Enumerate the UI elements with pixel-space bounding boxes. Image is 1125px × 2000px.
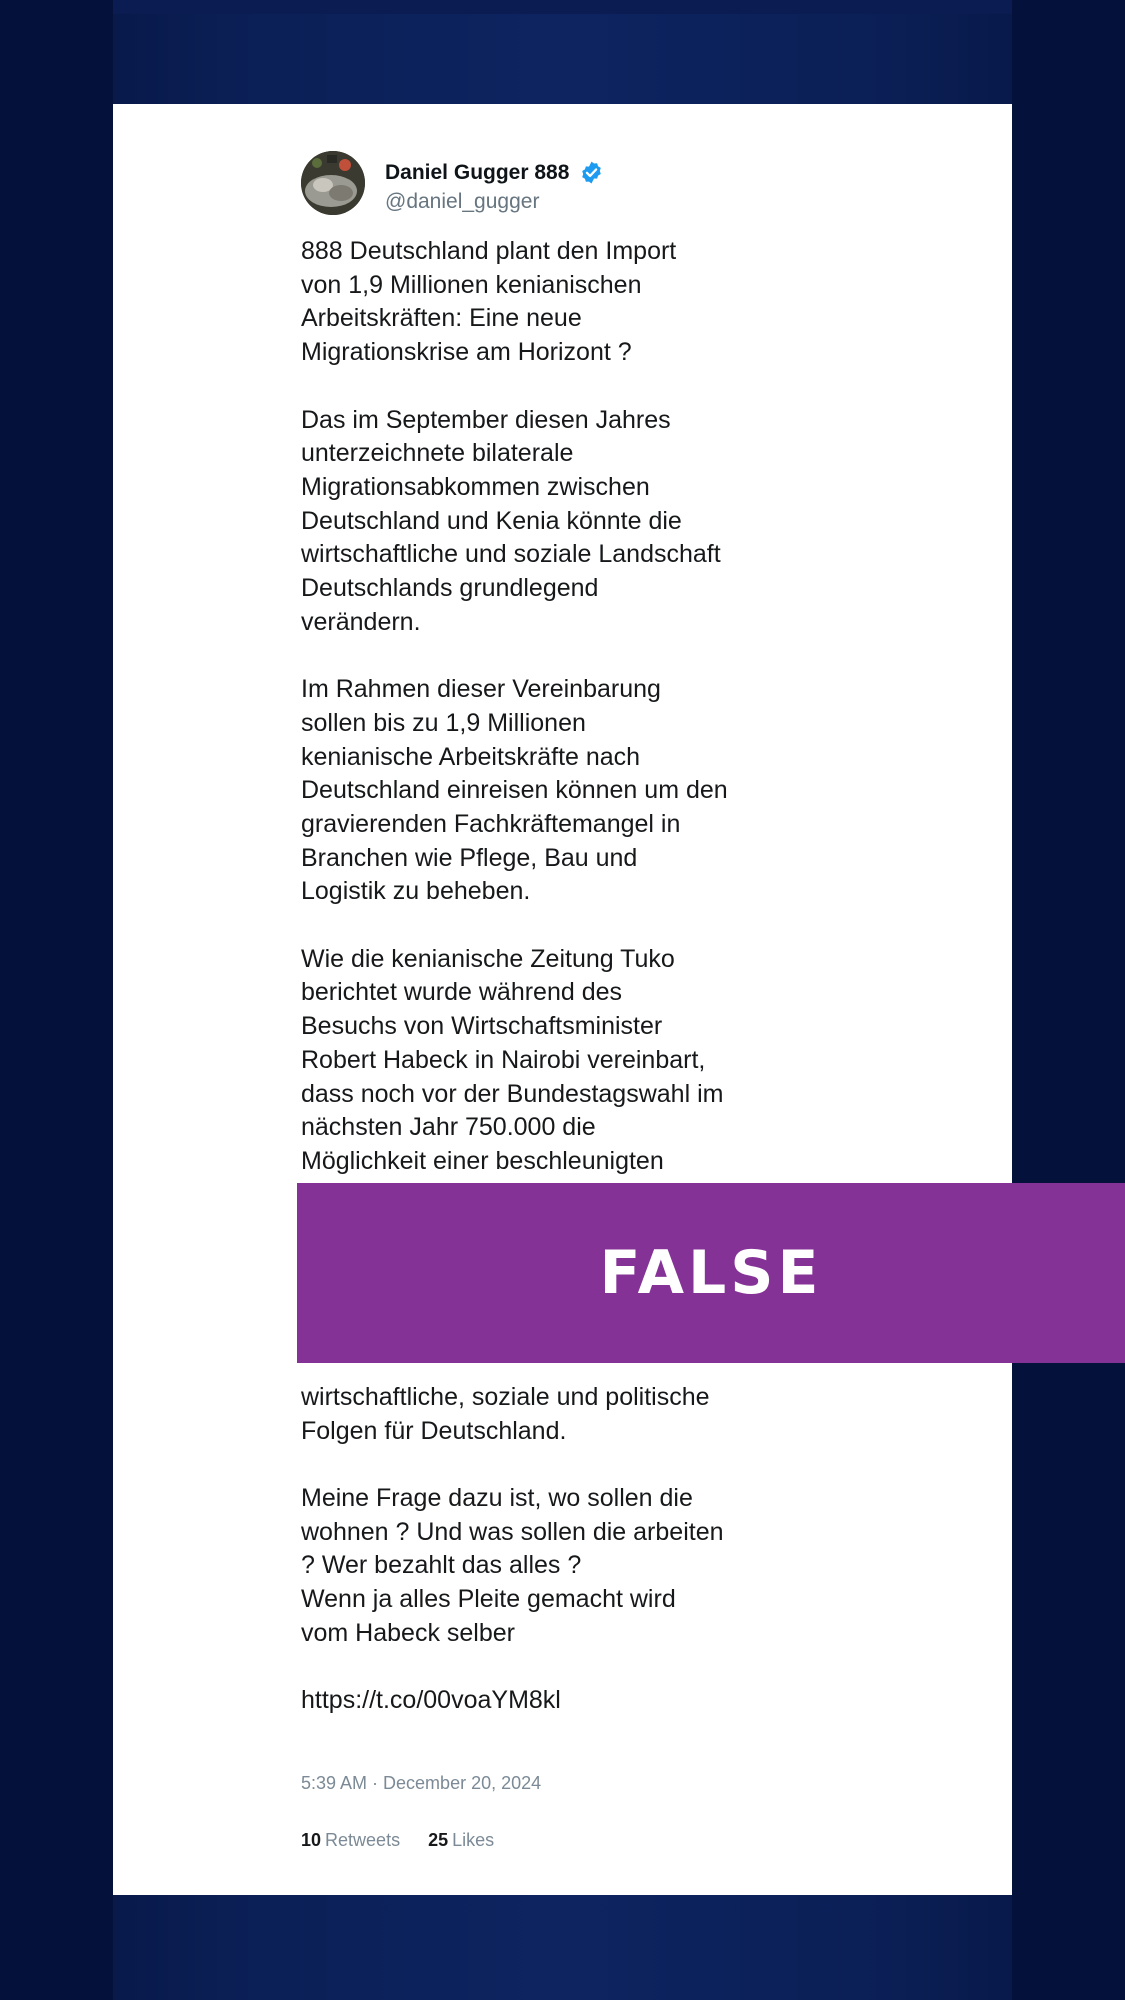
background-right-panel bbox=[1012, 0, 1125, 2000]
retweets-label: Retweets bbox=[325, 1830, 401, 1850]
fact-check-false-banner bbox=[297, 1183, 1125, 1363]
avatar[interactable] bbox=[301, 151, 365, 215]
user-handle[interactable]: @daniel_gugger bbox=[385, 190, 540, 213]
false-label: FALSE bbox=[599, 1238, 823, 1308]
name-row bbox=[385, 160, 604, 185]
retweets-stat[interactable] bbox=[301, 1830, 400, 1851]
tweet-text: 888 Deutschland plant den Import von 1,9 Millionen kenianischen Arbeitskräften: Eine neue Migrationskrise am Horizont ? Das im September diesen Jahres unterzeichnete bilaterale Migrationsabkommen zwischen Deutschland und Kenia könnte die wirtschaftliche und soziale Landschaft Deutschlands grundlegend verändern. Im Rahmen dieser Vereinbarung sollen bis zu 1,9 Millionen kenianische Arbeitskräfte nach Deutschland einreisen können um den gravierenden Fachkräftemangel in Branchen wie Pflege, Bau und Logistik zu beheben. Wie die kenianische Zeitung Tuko berichtet wurde während des Besuchs von Wirtschaftsminister Robert Habeck in Nairobi vereinbart, dass noch vor der Bundestagswahl im nächsten Jahr 750.000 die Möglichkeit einer beschleunigten wirtschaftliche, soziale und politische Folgen für Deutschland. Meine Frage dazu ist, wo sollen die wohnen ? Und was sollen die arbeiten ? Wer bezahlt das alles ? Wenn ja alles Pleite gemacht wird vom Habeck selber https://t.co/00voaYM8kl bbox=[301, 237, 728, 1715]
tweet-header bbox=[301, 151, 901, 221]
likes-count: 25 bbox=[428, 1830, 449, 1850]
likes-label: Likes bbox=[452, 1830, 495, 1850]
tweet-stats bbox=[301, 1830, 522, 1851]
avatar-image bbox=[301, 151, 365, 215]
display-name[interactable]: Daniel Gugger 888 bbox=[385, 160, 570, 184]
tweet-timestamp[interactable]: 5:39 AM · December 20, 2024 bbox=[301, 1773, 542, 1793]
tweet-card bbox=[113, 104, 1012, 1895]
retweets-count: 10 bbox=[301, 1830, 322, 1850]
likes-stat[interactable] bbox=[428, 1830, 494, 1851]
background-top-band bbox=[113, 0, 1012, 14]
verified-badge-icon bbox=[579, 160, 604, 185]
background-left-panel bbox=[0, 0, 113, 2000]
